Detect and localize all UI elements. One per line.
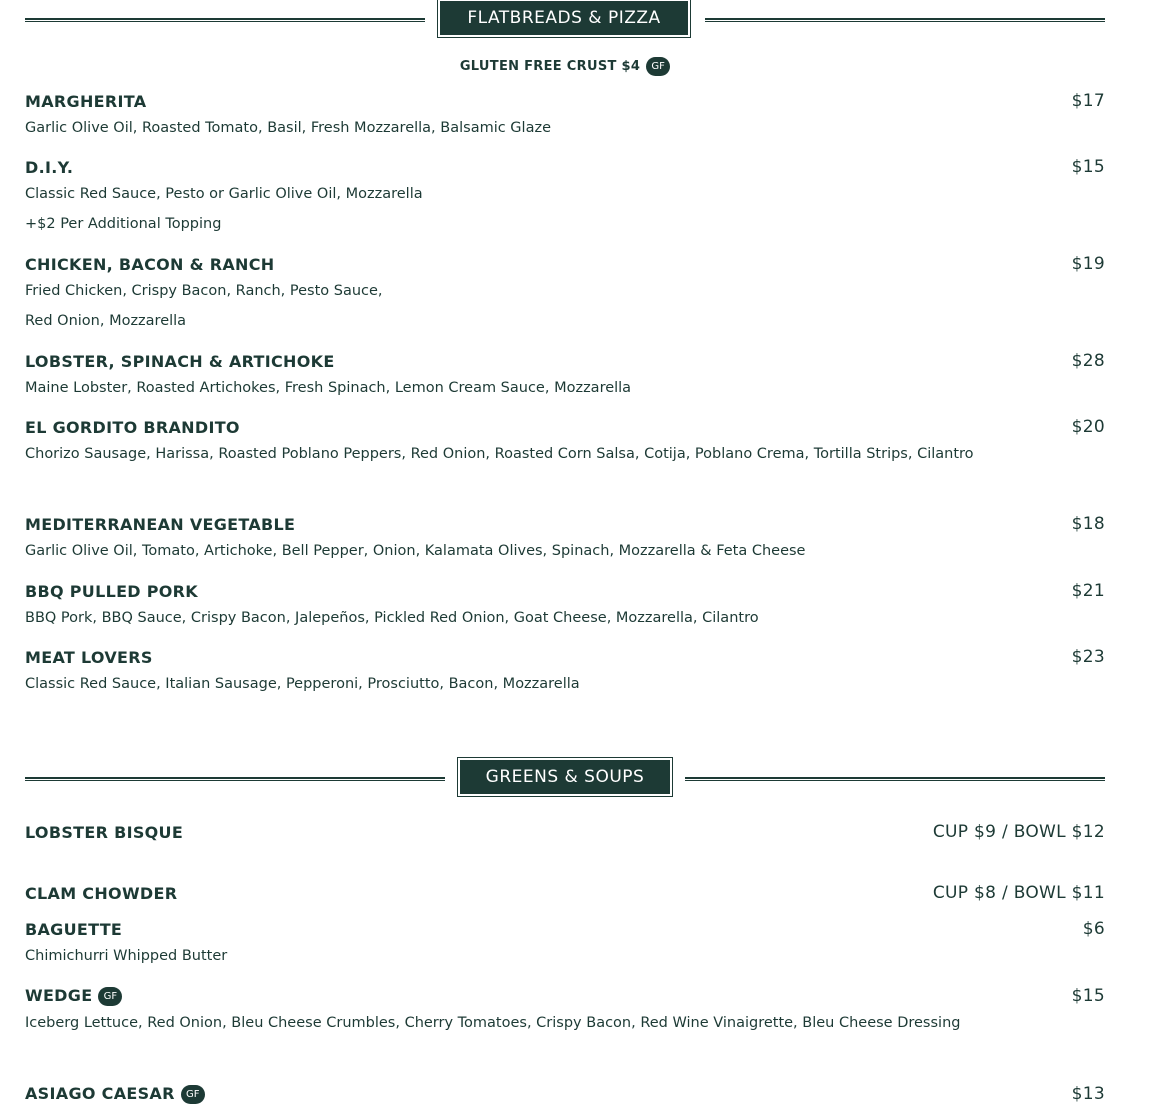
- menu-item-mediterranean-vegetable: [25, 514, 1105, 566]
- item-name: CHICKEN, BACON & RANCH: [25, 254, 275, 274]
- item-name: BBQ PULLED PORK: [25, 581, 198, 601]
- menu-item-clam-chowder: [25, 883, 1105, 903]
- menu-item-wedge: [25, 986, 1105, 1038]
- item-name-wrap: [25, 1084, 205, 1104]
- item-name: MEAT LOVERS: [25, 647, 153, 667]
- item-price: $20: [1071, 417, 1105, 437]
- menu-item-bbq-pulled-pork: [25, 581, 1105, 633]
- item-price: $17: [1071, 91, 1105, 111]
- section-header-greens-soups: [25, 757, 1105, 801]
- gluten-free-note: [25, 57, 1105, 76]
- gf-badge-icon: GF: [646, 57, 670, 76]
- item-price: $28: [1071, 351, 1105, 371]
- header-rule-left: [25, 777, 445, 781]
- menu-item-asiago-caesar: [25, 1084, 1105, 1104]
- header-rule-right: [685, 777, 1105, 781]
- menu-item-diy: [25, 157, 1105, 239]
- item-name: BAGUETTE: [25, 919, 123, 939]
- section-header-flatbreads: [25, 0, 1105, 42]
- item-price: $6: [1082, 919, 1105, 939]
- header-box: [457, 757, 673, 797]
- item-description: BBQ Pork, BBQ Sauce, Crispy Bacon, Jalepeños, Pickled Red Onion, Goat Cheese, Mozzarella, Cilantro: [25, 610, 759, 626]
- item-price: $21: [1071, 581, 1105, 601]
- menu-item-chicken-bacon-ranch: [25, 254, 1105, 336]
- item-name: LOBSTER BISQUE: [25, 822, 184, 842]
- item-name: MARGHERITA: [25, 91, 147, 111]
- item-name: MEDITERRANEAN VEGETABLE: [25, 514, 296, 534]
- item-price: CUP $8 / BOWL $11: [932, 883, 1105, 903]
- item-description-extra: +$2 Per Additional Topping: [25, 216, 222, 232]
- item-description: Chimichurri Whipped Butter: [25, 948, 228, 964]
- item-name: D.I.Y.: [25, 157, 74, 177]
- item-description: Chorizo Sausage, Harissa, Roasted Poblano Peppers, Red Onion, Roasted Corn Salsa, Cotija, Poblano Crema, Tortilla Strips, Cilantro: [25, 446, 974, 462]
- item-description: Iceberg Lettuce, Red Onion, Bleu Cheese Crumbles, Cherry Tomatoes, Crispy Bacon, Red Wine Vinaigrette, Bleu Cheese Dressing: [25, 1015, 961, 1031]
- header-rule-left: [25, 18, 425, 22]
- item-price: $15: [1071, 986, 1105, 1006]
- header-box: [437, 0, 691, 38]
- item-description: Garlic Olive Oil, Roasted Tomato, Basil, Fresh Mozzarella, Balsamic Glaze: [25, 120, 551, 136]
- gf-badge-icon: GF: [98, 987, 122, 1006]
- item-name: EL GORDITO BRANDITO: [25, 417, 240, 437]
- menu-item-margherita: [25, 91, 1105, 143]
- item-name: ASIAGO CAESAR: [25, 1084, 175, 1103]
- menu-item-lobster-spinach-artichoke: [25, 351, 1105, 403]
- item-name: CLAM CHOWDER: [25, 883, 178, 903]
- item-description-extra: Red Onion, Mozzarella: [25, 313, 187, 329]
- item-description: Fried Chicken, Crispy Bacon, Ranch, Pesto Sauce,: [25, 283, 383, 299]
- item-price: $13: [1071, 1084, 1105, 1104]
- menu-item-lobster-bisque: [25, 822, 1105, 842]
- section-title: GREENS & SOUPS: [460, 760, 670, 794]
- item-name: WEDGE: [25, 986, 93, 1005]
- gf-badge-icon: GF: [181, 1085, 205, 1104]
- item-description: Classic Red Sauce, Italian Sausage, Pepperoni, Prosciutto, Bacon, Mozzarella: [25, 676, 580, 692]
- item-name-wrap: [25, 986, 122, 1006]
- item-price: $23: [1071, 647, 1105, 667]
- menu-item-el-gordito-brandito: [25, 417, 1105, 469]
- menu-item-meat-lovers: [25, 647, 1105, 699]
- item-price: $15: [1071, 157, 1105, 177]
- gluten-free-note-text: GLUTEN FREE CRUST $4: [459, 59, 641, 74]
- item-price: $19: [1071, 254, 1105, 274]
- menu-item-baguette: [25, 919, 1105, 971]
- item-description: Classic Red Sauce, Pesto or Garlic Olive Oil, Mozzarella: [25, 186, 423, 202]
- section-title: FLATBREADS & PIZZA: [440, 1, 688, 35]
- item-description: Garlic Olive Oil, Tomato, Artichoke, Bell Pepper, Onion, Kalamata Olives, Spinach, Mozzarella & Feta Cheese: [25, 543, 806, 559]
- item-name: LOBSTER, SPINACH & ARTICHOKE: [25, 351, 335, 371]
- item-description: Maine Lobster, Roasted Artichokes, Fresh Spinach, Lemon Cream Sauce, Mozzarella: [25, 380, 632, 396]
- item-price: CUP $9 / BOWL $12: [932, 822, 1105, 842]
- item-price: $18: [1071, 514, 1105, 534]
- header-rule-right: [705, 18, 1105, 22]
